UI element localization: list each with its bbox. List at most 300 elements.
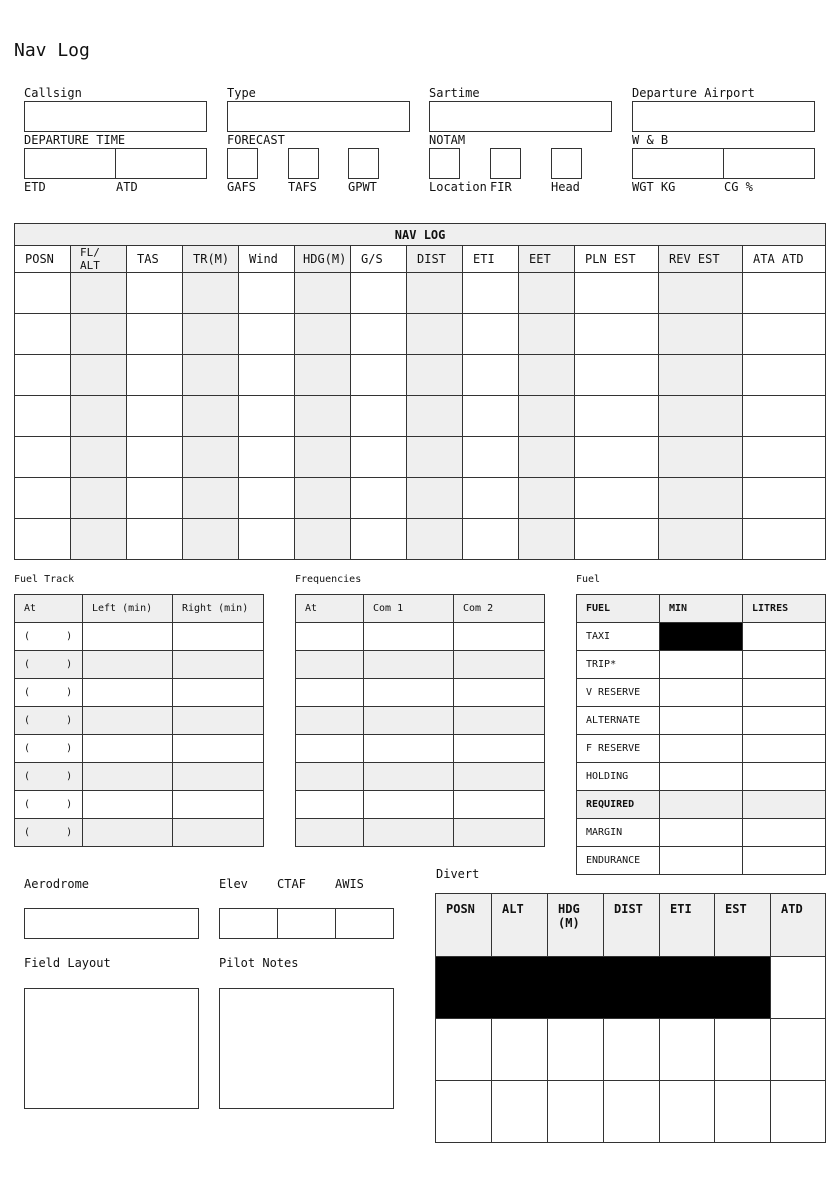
nav-log-cell[interactable] xyxy=(183,314,239,355)
nav-log-cell[interactable] xyxy=(239,519,295,560)
freq-com1-cell[interactable] xyxy=(364,819,454,847)
nav-log-cell[interactable] xyxy=(407,314,463,355)
divert-row xyxy=(436,1081,826,1143)
nav-log-cell[interactable] xyxy=(463,355,519,396)
fuel-min-cell[interactable] xyxy=(660,707,743,735)
nav-log-cell[interactable] xyxy=(71,437,127,478)
col-eti: ETI xyxy=(463,246,519,273)
nav-log-cell[interactable] xyxy=(463,519,519,560)
col-pln-est: PLN EST xyxy=(575,246,659,273)
nav-log-cell[interactable] xyxy=(407,437,463,478)
fuel-litres-cell[interactable] xyxy=(743,623,826,651)
fuel-col-min: MIN xyxy=(660,595,743,623)
nav-log-cell[interactable] xyxy=(183,519,239,560)
fuel-track-left-cell[interactable] xyxy=(83,707,173,735)
nav-log-table xyxy=(14,223,826,560)
fuel-row xyxy=(577,679,826,707)
nav-log-cell[interactable] xyxy=(575,437,659,478)
frequencies-row xyxy=(296,735,545,763)
divert-col-hdg: HDG (M) xyxy=(548,894,604,957)
nav-log-cell[interactable] xyxy=(519,437,575,478)
type-label: Type xyxy=(227,86,256,100)
freq-at-cell[interactable] xyxy=(296,735,364,763)
nav-log-cell[interactable] xyxy=(659,437,743,478)
head-label: Head xyxy=(551,180,580,194)
fuel-track-at-cell[interactable]: ( ) xyxy=(15,651,83,679)
nav-log-cell[interactable] xyxy=(463,478,519,519)
etd-label: ETD xyxy=(24,180,46,194)
notam-label: NOTAM xyxy=(429,133,466,147)
notam-head-field[interactable] xyxy=(551,148,582,179)
gafs-field[interactable] xyxy=(227,148,258,179)
divert-cell[interactable] xyxy=(548,1019,604,1081)
fuel-min-cell[interactable] xyxy=(660,791,743,819)
col-ata-atd: ATA ATD xyxy=(743,246,826,273)
fuel-row-label: ALTERNATE xyxy=(577,707,660,735)
forecast-label: FORECAST xyxy=(227,133,285,147)
frequencies-row xyxy=(296,623,545,651)
departure-time-label: DEPARTURE TIME xyxy=(24,133,126,147)
fuel-min-cell[interactable] xyxy=(660,819,743,847)
elev-label: Elev xyxy=(219,877,248,891)
divert-cell[interactable] xyxy=(771,957,826,1019)
col-dist: DIST xyxy=(407,246,463,273)
frequencies-row xyxy=(296,763,545,791)
nav-log-cell[interactable] xyxy=(407,273,463,314)
col-posn: POSN xyxy=(15,246,71,273)
nav-log-cell[interactable] xyxy=(71,396,127,437)
frequencies-row xyxy=(296,819,545,847)
nav-log-cell[interactable] xyxy=(743,519,826,560)
nav-log-cell[interactable] xyxy=(519,355,575,396)
atd-label: ATD xyxy=(116,180,138,194)
atd-field[interactable] xyxy=(115,148,207,179)
nav-log-cell[interactable] xyxy=(295,396,351,437)
divert-col-posn: POSN xyxy=(436,894,492,957)
fuel-track-right-cell[interactable] xyxy=(173,651,264,679)
aerodrome-label: Aerodrome xyxy=(24,877,90,891)
freq-col-com1: Com 1 xyxy=(364,595,454,623)
fuel-row-label: ENDURANCE xyxy=(577,847,660,875)
nav-log-cell[interactable] xyxy=(743,273,826,314)
fuel-min-cell[interactable] xyxy=(660,735,743,763)
nav-log-cell[interactable] xyxy=(519,314,575,355)
callsign-field[interactable] xyxy=(24,101,207,132)
nav-log-row xyxy=(15,478,826,519)
frequencies-row xyxy=(296,679,545,707)
fuel-table xyxy=(576,594,826,875)
fuel-min-cell[interactable] xyxy=(660,651,743,679)
page-title: Nav Log xyxy=(14,40,90,61)
freq-com2-cell[interactable] xyxy=(454,679,545,707)
tafs-label: TAFS xyxy=(288,180,317,194)
fuel-track-left-cell[interactable] xyxy=(83,651,173,679)
freq-com2-cell[interactable] xyxy=(454,735,545,763)
fuel-row-label: TAXI xyxy=(577,623,660,651)
nav-log-cell[interactable] xyxy=(743,437,826,478)
nav-log-cell[interactable] xyxy=(295,437,351,478)
nav-log-cell[interactable] xyxy=(127,314,183,355)
fuel-track-row xyxy=(15,735,264,763)
fuel-row-label: F RESERVE xyxy=(577,735,660,763)
fuel-litres-cell[interactable] xyxy=(743,819,826,847)
fuel-track-right-cell[interactable] xyxy=(173,623,264,651)
field-layout-label: Field Layout xyxy=(24,956,111,970)
freq-com1-cell[interactable] xyxy=(364,735,454,763)
fuel-min-cell[interactable] xyxy=(660,847,743,875)
field-layout-area[interactable] xyxy=(24,988,199,1109)
freq-col-com2: Com 2 xyxy=(454,595,545,623)
freq-com1-cell[interactable] xyxy=(364,707,454,735)
freq-at-cell[interactable] xyxy=(296,707,364,735)
nav-log-cell[interactable] xyxy=(407,519,463,560)
fuel-track-right-cell[interactable] xyxy=(173,707,264,735)
divert-blacked-row xyxy=(436,957,771,1019)
fuel-track-row xyxy=(15,651,264,679)
fuel-track-row xyxy=(15,679,264,707)
nav-log-cell[interactable] xyxy=(463,273,519,314)
fuel-litres-cell[interactable] xyxy=(743,707,826,735)
freq-com2-cell[interactable] xyxy=(454,791,545,819)
fuel-track-at-cell[interactable]: ( ) xyxy=(15,707,83,735)
fuel-track-right-cell[interactable] xyxy=(173,763,264,791)
fuel-litres-cell[interactable] xyxy=(743,735,826,763)
freq-at-cell[interactable] xyxy=(296,819,364,847)
frequencies-row xyxy=(296,707,545,735)
fuel-track-row xyxy=(15,763,264,791)
nav-log-cell[interactable] xyxy=(71,314,127,355)
freq-com2-cell[interactable] xyxy=(454,819,545,847)
frequencies-row xyxy=(296,651,545,679)
nav-log-cell[interactable] xyxy=(183,396,239,437)
nav-log-cell[interactable] xyxy=(743,314,826,355)
gpwt-field[interactable] xyxy=(348,148,379,179)
nav-log-cell[interactable] xyxy=(351,355,407,396)
fuel-track-at-cell[interactable]: ( ) xyxy=(15,819,83,847)
aerodrome-field[interactable] xyxy=(24,908,199,939)
divert-col-alt: ALT xyxy=(492,894,548,957)
notam-fir-field[interactable] xyxy=(490,148,521,179)
divert-col-dist: DIST xyxy=(604,894,660,957)
nav-log-cell[interactable] xyxy=(15,478,71,519)
wgt-label: WGT KG xyxy=(632,180,676,194)
tafs-field[interactable] xyxy=(288,148,319,179)
divert-cell[interactable] xyxy=(715,1019,771,1081)
nav-log-cell[interactable] xyxy=(15,437,71,478)
elev-field[interactable] xyxy=(219,908,278,939)
nav-log-cell[interactable] xyxy=(743,396,826,437)
fuel-title: Fuel xyxy=(576,574,601,585)
fuel-row xyxy=(577,651,826,679)
nav-log-cell[interactable] xyxy=(463,437,519,478)
fuel-track-left-cell[interactable] xyxy=(83,763,173,791)
divert-cell[interactable] xyxy=(604,1081,660,1143)
fuel-litres-cell[interactable] xyxy=(743,679,826,707)
freq-at-cell[interactable] xyxy=(296,679,364,707)
fuel-col-fuel: FUEL xyxy=(577,595,660,623)
nav-log-title: NAV LOG xyxy=(15,224,826,246)
fuel-min-cell[interactable] xyxy=(660,763,743,791)
fuel-col-litres: LITRES xyxy=(743,595,826,623)
sartime-field[interactable] xyxy=(429,101,612,132)
nav-log-cell[interactable] xyxy=(659,519,743,560)
nav-log-cell[interactable] xyxy=(407,396,463,437)
fir-label: FIR xyxy=(490,180,512,194)
type-field[interactable] xyxy=(227,101,410,132)
freq-com1-cell[interactable] xyxy=(364,623,454,651)
nav-log-cell[interactable] xyxy=(183,273,239,314)
freq-at-cell[interactable] xyxy=(296,763,364,791)
fuel-track-col-at: At xyxy=(15,595,83,623)
nav-log-cell[interactable] xyxy=(295,355,351,396)
fuel-track-title: Fuel Track xyxy=(14,574,75,585)
nav-log-cell[interactable] xyxy=(71,273,127,314)
divert-cell[interactable] xyxy=(771,1081,826,1143)
fuel-row-label: MARGIN xyxy=(577,819,660,847)
nav-log-cell[interactable] xyxy=(15,355,71,396)
nav-log-cell[interactable] xyxy=(239,314,295,355)
col-hdg-m: HDG(M) xyxy=(295,246,351,273)
nav-log-cell[interactable] xyxy=(127,396,183,437)
nav-log-cell[interactable] xyxy=(127,437,183,478)
gafs-label: GAFS xyxy=(227,180,256,194)
fuel-track-at-cell[interactable]: ( ) xyxy=(15,763,83,791)
location-label: Location xyxy=(429,180,487,194)
freq-com2-cell[interactable] xyxy=(454,651,545,679)
nav-log-cell[interactable] xyxy=(463,396,519,437)
fuel-row xyxy=(577,791,826,819)
nav-log-cell[interactable] xyxy=(295,273,351,314)
nav-log-cell[interactable] xyxy=(519,519,575,560)
notam-location-field[interactable] xyxy=(429,148,460,179)
nav-log-cell[interactable] xyxy=(659,478,743,519)
nav-log-cell[interactable] xyxy=(659,273,743,314)
fuel-track-col-right: Right (min) xyxy=(173,595,264,623)
nav-log-cell[interactable] xyxy=(239,396,295,437)
nav-log-cell[interactable] xyxy=(239,437,295,478)
fuel-track-right-cell[interactable] xyxy=(173,679,264,707)
wb-label: W & B xyxy=(632,133,669,147)
nav-log-cell[interactable] xyxy=(351,437,407,478)
freq-com2-cell[interactable] xyxy=(454,763,545,791)
fuel-row-label: HOLDING xyxy=(577,763,660,791)
nav-log-cell[interactable] xyxy=(239,355,295,396)
freq-com1-cell[interactable] xyxy=(364,763,454,791)
nav-log-cell[interactable] xyxy=(239,273,295,314)
col-gs: G/S xyxy=(351,246,407,273)
nav-log-cell[interactable] xyxy=(239,478,295,519)
nav-log-cell[interactable] xyxy=(659,314,743,355)
fuel-row xyxy=(577,623,826,651)
divert-cell[interactable] xyxy=(548,1081,604,1143)
divert-row xyxy=(436,1019,826,1081)
divert-col-eti: ETI xyxy=(660,894,715,957)
divert-title: Divert xyxy=(436,867,480,881)
nav-log-cell[interactable] xyxy=(519,478,575,519)
fuel-track-at-cell[interactable]: ( ) xyxy=(15,623,83,651)
cg-field[interactable] xyxy=(723,148,815,179)
nav-log-cell[interactable] xyxy=(295,519,351,560)
frequencies-title: Frequencies xyxy=(295,574,362,585)
fuel-track-left-cell[interactable] xyxy=(83,623,173,651)
fuel-track-right-cell[interactable] xyxy=(173,735,264,763)
nav-log-row xyxy=(15,437,826,478)
divert-cell[interactable] xyxy=(492,1081,548,1143)
divert-cell[interactable] xyxy=(715,1081,771,1143)
nav-log-cell[interactable] xyxy=(15,314,71,355)
nav-log-cell[interactable] xyxy=(463,314,519,355)
awis-field[interactable] xyxy=(335,908,394,939)
nav-log-cell[interactable] xyxy=(183,437,239,478)
nav-log-cell[interactable] xyxy=(183,478,239,519)
divert-cell[interactable] xyxy=(436,1019,492,1081)
nav-log-cell[interactable] xyxy=(743,355,826,396)
nav-log-cell[interactable] xyxy=(659,396,743,437)
fuel-track-at-cell[interactable]: ( ) xyxy=(15,735,83,763)
divert-col-atd: ATD xyxy=(771,894,826,957)
divert-cell[interactable] xyxy=(436,1081,492,1143)
fuel-track-right-cell[interactable] xyxy=(173,791,264,819)
nav-log-cell[interactable] xyxy=(127,519,183,560)
fuel-track-left-cell[interactable] xyxy=(83,679,173,707)
nav-log-row xyxy=(15,314,826,355)
fuel-track-table xyxy=(14,594,264,847)
ctaf-field[interactable] xyxy=(277,908,336,939)
fuel-row xyxy=(577,763,826,791)
fuel-row-label: V RESERVE xyxy=(577,679,660,707)
fuel-track-col-left: Left (min) xyxy=(83,595,173,623)
nav-log-cell[interactable] xyxy=(183,355,239,396)
divert-cell[interactable] xyxy=(771,1019,826,1081)
fuel-row xyxy=(577,735,826,763)
fuel-row-label: TRIP* xyxy=(577,651,660,679)
nav-log-cell[interactable] xyxy=(575,273,659,314)
frequencies-table xyxy=(295,594,545,847)
nav-log-cell[interactable] xyxy=(351,396,407,437)
pilot-notes-area[interactable] xyxy=(219,988,394,1109)
fuel-track-left-cell[interactable] xyxy=(83,735,173,763)
departure-airport-field[interactable] xyxy=(632,101,815,132)
fuel-track-row xyxy=(15,791,264,819)
nav-log-row xyxy=(15,273,826,314)
col-eet: EET xyxy=(519,246,575,273)
col-wind: Wind xyxy=(239,246,295,273)
fuel-row xyxy=(577,847,826,875)
fuel-litres-cell[interactable] xyxy=(743,763,826,791)
col-rev-est: REV EST xyxy=(659,246,743,273)
fuel-litres-cell[interactable] xyxy=(743,847,826,875)
fuel-track-at-cell[interactable]: ( ) xyxy=(15,679,83,707)
frequencies-row xyxy=(296,791,545,819)
nav-log-cell[interactable] xyxy=(71,478,127,519)
nav-log-cell[interactable] xyxy=(351,314,407,355)
freq-com2-cell[interactable] xyxy=(454,707,545,735)
etd-field[interactable] xyxy=(24,148,116,179)
nav-log-cell[interactable] xyxy=(519,273,575,314)
freq-com2-cell[interactable] xyxy=(454,623,545,651)
fuel-row-label: REQUIRED xyxy=(577,791,660,819)
nav-log-cell[interactable] xyxy=(575,519,659,560)
nav-log-cell[interactable] xyxy=(127,355,183,396)
fuel-row xyxy=(577,707,826,735)
divert-col-est: EST xyxy=(715,894,771,957)
fuel-track-row xyxy=(15,707,264,735)
freq-col-at: At xyxy=(296,595,364,623)
cg-label: CG % xyxy=(724,180,753,194)
nav-log-cell[interactable] xyxy=(519,396,575,437)
fuel-row xyxy=(577,819,826,847)
nav-log-cell[interactable] xyxy=(15,396,71,437)
nav-log-row xyxy=(15,396,826,437)
gpwt-label: GPWT xyxy=(348,180,377,194)
nav-log-cell[interactable] xyxy=(351,478,407,519)
freq-com1-cell[interactable] xyxy=(364,791,454,819)
nav-log-cell[interactable] xyxy=(407,355,463,396)
freq-at-cell[interactable] xyxy=(296,651,364,679)
nav-log-cell[interactable] xyxy=(71,355,127,396)
nav-log-cell[interactable] xyxy=(71,519,127,560)
nav-log-cell[interactable] xyxy=(659,355,743,396)
fuel-track-at-cell[interactable]: ( ) xyxy=(15,791,83,819)
nav-log-cell[interactable] xyxy=(575,396,659,437)
nav-log-cell[interactable] xyxy=(575,314,659,355)
fuel-track-row xyxy=(15,819,264,847)
divert-cell[interactable] xyxy=(660,1019,715,1081)
nav-log-cell[interactable] xyxy=(295,478,351,519)
pilot-notes-label: Pilot Notes xyxy=(219,956,299,970)
fuel-track-left-cell[interactable] xyxy=(83,819,173,847)
freq-at-cell[interactable] xyxy=(296,791,364,819)
col-tr-m: TR(M) xyxy=(183,246,239,273)
nav-log-cell[interactable] xyxy=(15,519,71,560)
ctaf-label: CTAF xyxy=(277,877,306,891)
nav-log-cell[interactable] xyxy=(575,478,659,519)
col-tas: TAS xyxy=(127,246,183,273)
fuel-track-row xyxy=(15,623,264,651)
nav-log-cell[interactable] xyxy=(295,314,351,355)
wgt-field[interactable] xyxy=(632,148,724,179)
fuel-min-cell xyxy=(660,623,743,651)
freq-com1-cell[interactable] xyxy=(364,651,454,679)
nav-log-row xyxy=(15,355,826,396)
nav-log-row xyxy=(15,519,826,560)
divert-cell[interactable] xyxy=(604,1019,660,1081)
nav-log-cell[interactable] xyxy=(351,519,407,560)
divert-table xyxy=(435,893,826,1143)
nav-log-cell[interactable] xyxy=(127,273,183,314)
fuel-litres-cell[interactable] xyxy=(743,651,826,679)
nav-log-cell[interactable] xyxy=(351,273,407,314)
awis-label: AWIS xyxy=(335,877,364,891)
fuel-min-cell[interactable] xyxy=(660,679,743,707)
col-fl-alt: FL/ ALT xyxy=(71,246,127,273)
freq-com1-cell[interactable] xyxy=(364,679,454,707)
divert-cell[interactable] xyxy=(660,1081,715,1143)
departure-airport-label: Departure Airport xyxy=(632,86,755,100)
callsign-label: Callsign xyxy=(24,86,82,100)
freq-at-cell[interactable] xyxy=(296,623,364,651)
nav-log-cell[interactable] xyxy=(407,478,463,519)
nav-log-cell[interactable] xyxy=(15,273,71,314)
divert-cell[interactable] xyxy=(492,1019,548,1081)
fuel-track-right-cell[interactable] xyxy=(173,819,264,847)
sartime-label: Sartime xyxy=(429,86,480,100)
fuel-track-left-cell[interactable] xyxy=(83,791,173,819)
nav-log-cell[interactable] xyxy=(575,355,659,396)
nav-log-cell[interactable] xyxy=(127,478,183,519)
fuel-litres-cell[interactable] xyxy=(743,791,826,819)
nav-log-cell[interactable] xyxy=(743,478,826,519)
